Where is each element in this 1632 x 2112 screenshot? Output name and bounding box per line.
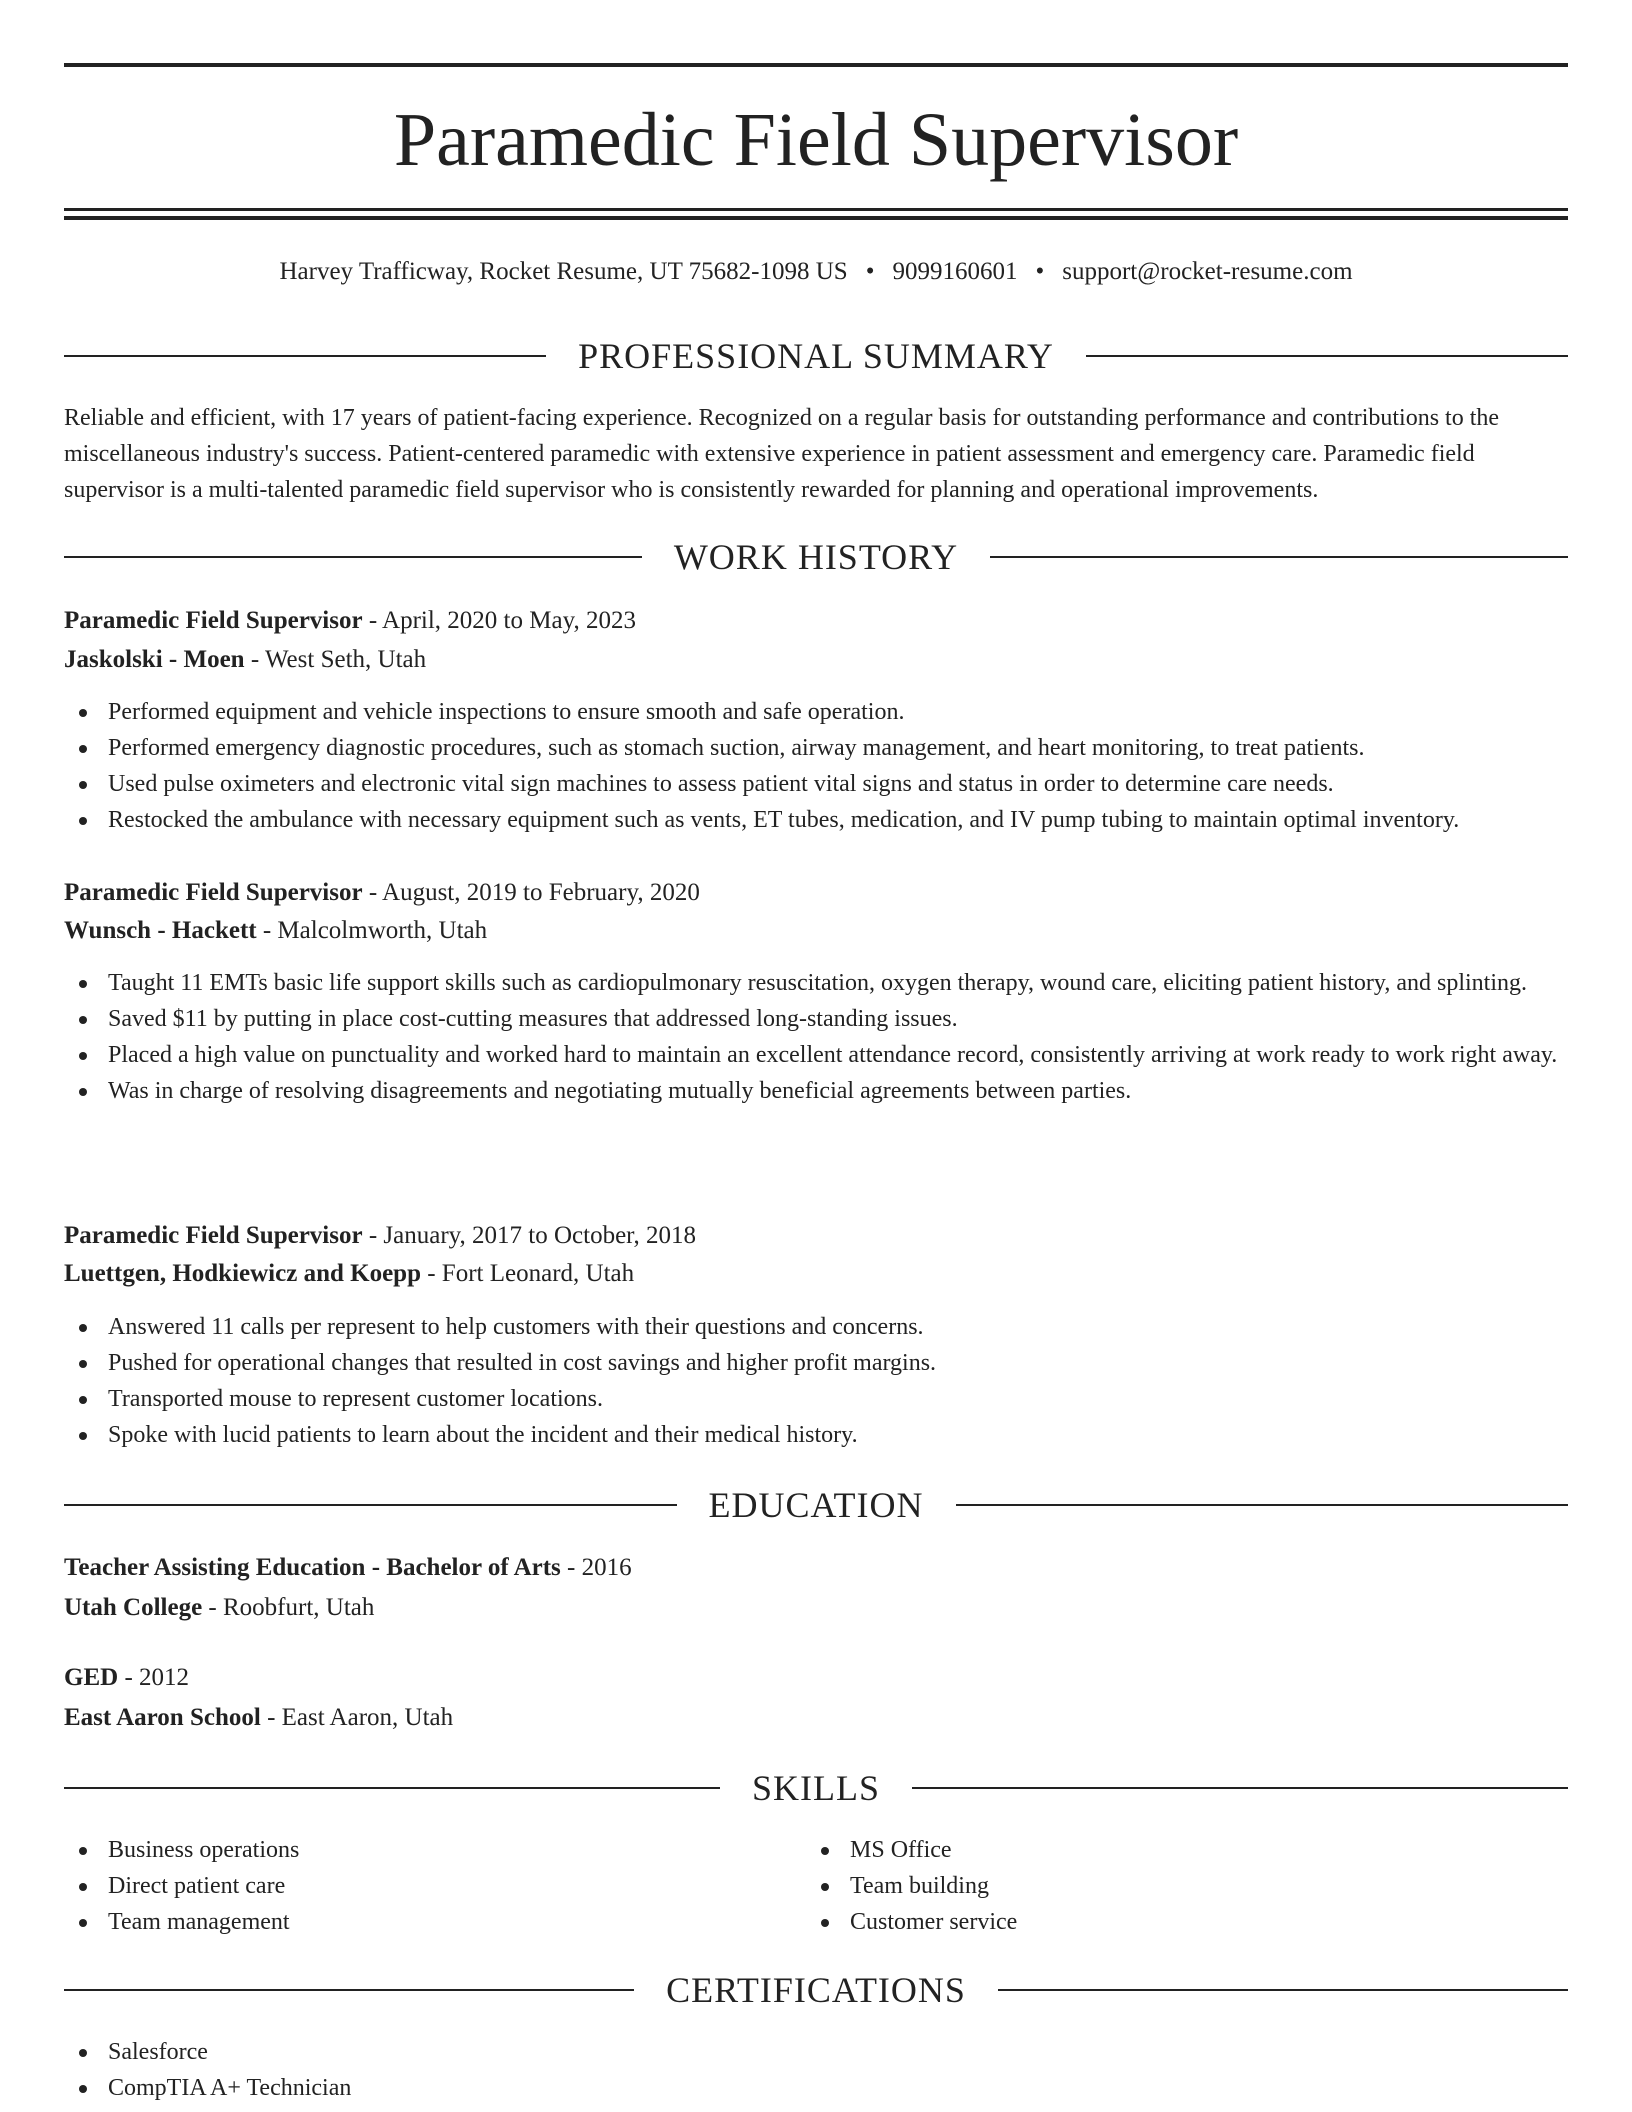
job-bullets [64, 965, 1568, 1109]
job-dates: - January, 2017 to October, 2018 [362, 1222, 696, 1249]
section-title-skills: SKILLS [752, 1768, 881, 1808]
job-title: Paramedic Field Supervisor [64, 1222, 363, 1249]
divider-line [956, 1504, 1569, 1506]
job-dates: - August, 2019 to February, 2020 [362, 879, 700, 906]
education-degree: Teacher Assisting Education - Bachelor of Arts [64, 1554, 561, 1581]
list-item: Answered 11 calls per represent to help customers with their questions and concerns. [64, 1309, 1568, 1345]
education-year: - 2012 [118, 1664, 190, 1691]
list-item: Performed equipment and vehicle inspections to ensure smooth and safe operation. [64, 694, 1568, 730]
list-item: Was in charge of resolving disagreements and negotiating mutually beneficial agreements between parties. [64, 1073, 1568, 1109]
list-item: Saved $11 by putting in place cost-cutting measures that addressed long-standing issues. [64, 1001, 1568, 1037]
education-degree-line [64, 1549, 1568, 1587]
section-title-summary: PROFESSIONAL SUMMARY [578, 336, 1054, 376]
title-rule-upper [64, 208, 1568, 211]
contact-email: support@rocket-resume.com [1062, 258, 1353, 285]
divider-line [912, 1787, 1568, 1789]
list-item: Performed emergency diagnostic procedures, such as stomach suction, airway management, and heart monitoring, to treat patients. [64, 730, 1568, 766]
job-location: - Fort Leonard, Utah [420, 1260, 635, 1287]
list-item: Taught 11 EMTs basic life support skills such as cardiopulmonary resuscitation, oxygen therapy, wound care, eliciting patient history, and splinting. [64, 965, 1568, 1001]
divider-line [64, 1504, 677, 1506]
job-company-line [64, 1255, 1568, 1293]
contact-separator: • [1035, 258, 1045, 285]
list-item: Business operations [64, 1832, 764, 1868]
summary-text: Reliable and efficient, with 17 years of patient-facing experience. Recognized on a regular basis for outstanding performance and contributions to the miscellaneous industry's success. Patient-centered paramedic with extensive experience in patient assessment and emergency care. Paramedic field supervisor is a multi-talented paramedic field supervisor who is consistently rewarded for planning and operational improvements. [64, 405, 1500, 503]
section-title-work-history: WORK HISTORY [673, 537, 959, 577]
skills-list-right [806, 1832, 1506, 1940]
contact-separator: • [865, 258, 875, 285]
certifications-list [64, 2034, 1568, 2106]
section-title-education: EDUCATION [708, 1485, 924, 1525]
list-item: Transported mouse to represent customer locations. [64, 1381, 1568, 1417]
list-item: Team building [806, 1868, 1506, 1904]
list-item: Salesforce [64, 2034, 1568, 2070]
list-item: Used pulse oximeters and electronic vital sign machines to assess patient vital signs and status in order to determine care needs. [64, 766, 1568, 802]
skills-list-left [64, 1832, 764, 1940]
education-year: - 2016 [560, 1554, 632, 1581]
job-location: - West Seth, Utah [244, 646, 427, 673]
job-company-line [64, 912, 1568, 950]
section-title-certifications: CERTIFICATIONS [666, 1970, 966, 2010]
job-title-line [64, 874, 1568, 912]
divider-line [64, 1989, 634, 1991]
page-title: Paramedic Field Supervisor [393, 98, 1239, 182]
section-header-summary [64, 334, 1568, 378]
section-header-certifications [64, 1968, 1568, 2012]
job-title-line [64, 1217, 1568, 1255]
list-item: Placed a high value on punctuality and worked hard to maintain an excellent attendance record, consistently arriving at work ready to work right away. [64, 1037, 1568, 1073]
job-company: Luettgen, Hodkiewicz and Koepp [64, 1260, 421, 1287]
divider-line [64, 355, 546, 357]
job-location: - Malcolmworth, Utah [256, 917, 488, 944]
education-school-line [64, 1699, 1568, 1737]
job-bullets [64, 694, 1568, 838]
list-item: Spoke with lucid patients to learn about the incident and their medical history. [64, 1417, 1568, 1453]
list-item: Customer service [806, 1904, 1506, 1940]
divider-line [64, 1787, 720, 1789]
divider-line [990, 556, 1568, 558]
education-school: East Aaron School [64, 1704, 261, 1731]
section-header-work-history [64, 535, 1568, 579]
education-degree-line [64, 1659, 1568, 1697]
job-company: Jaskolski - Moen [64, 646, 245, 673]
divider-line [1086, 355, 1568, 357]
title-rule-lower [64, 216, 1568, 220]
top-rule [64, 63, 1568, 67]
job-bullets [64, 1309, 1568, 1453]
job-title-line [64, 602, 1568, 640]
education-location: - East Aaron, Utah [260, 1704, 454, 1731]
list-item: Pushed for operational changes that resulted in cost savings and higher profit margins. [64, 1345, 1568, 1381]
list-item: MS Office [806, 1832, 1506, 1868]
contact-line [64, 254, 1568, 290]
job-dates: - April, 2020 to May, 2023 [362, 607, 636, 634]
divider-line [64, 556, 642, 558]
contact-address: Harvey Trafficway, Rocket Resume, UT 75682-1098 US [279, 258, 848, 285]
divider-line [998, 1989, 1568, 1991]
education-school-line [64, 1589, 1568, 1627]
job-company-line [64, 641, 1568, 679]
list-item: Team management [64, 1904, 764, 1940]
list-item: Restocked the ambulance with necessary equipment such as vents, ET tubes, medication, and IV pump tubing to maintain optimal inventory. [64, 802, 1568, 838]
education-degree: GED [64, 1664, 119, 1691]
list-item: Direct patient care [64, 1868, 764, 1904]
contact-phone: 9099160601 [892, 258, 1018, 285]
list-item: CompTIA A+ Technician [64, 2070, 1568, 2106]
section-header-skills [64, 1766, 1568, 1810]
education-school: Utah College [64, 1594, 203, 1621]
section-header-education [64, 1483, 1568, 1527]
job-title: Paramedic Field Supervisor [64, 879, 363, 906]
job-title: Paramedic Field Supervisor [64, 607, 363, 634]
education-location: - Roobfurt, Utah [202, 1594, 375, 1621]
job-company: Wunsch - Hackett [64, 917, 257, 944]
